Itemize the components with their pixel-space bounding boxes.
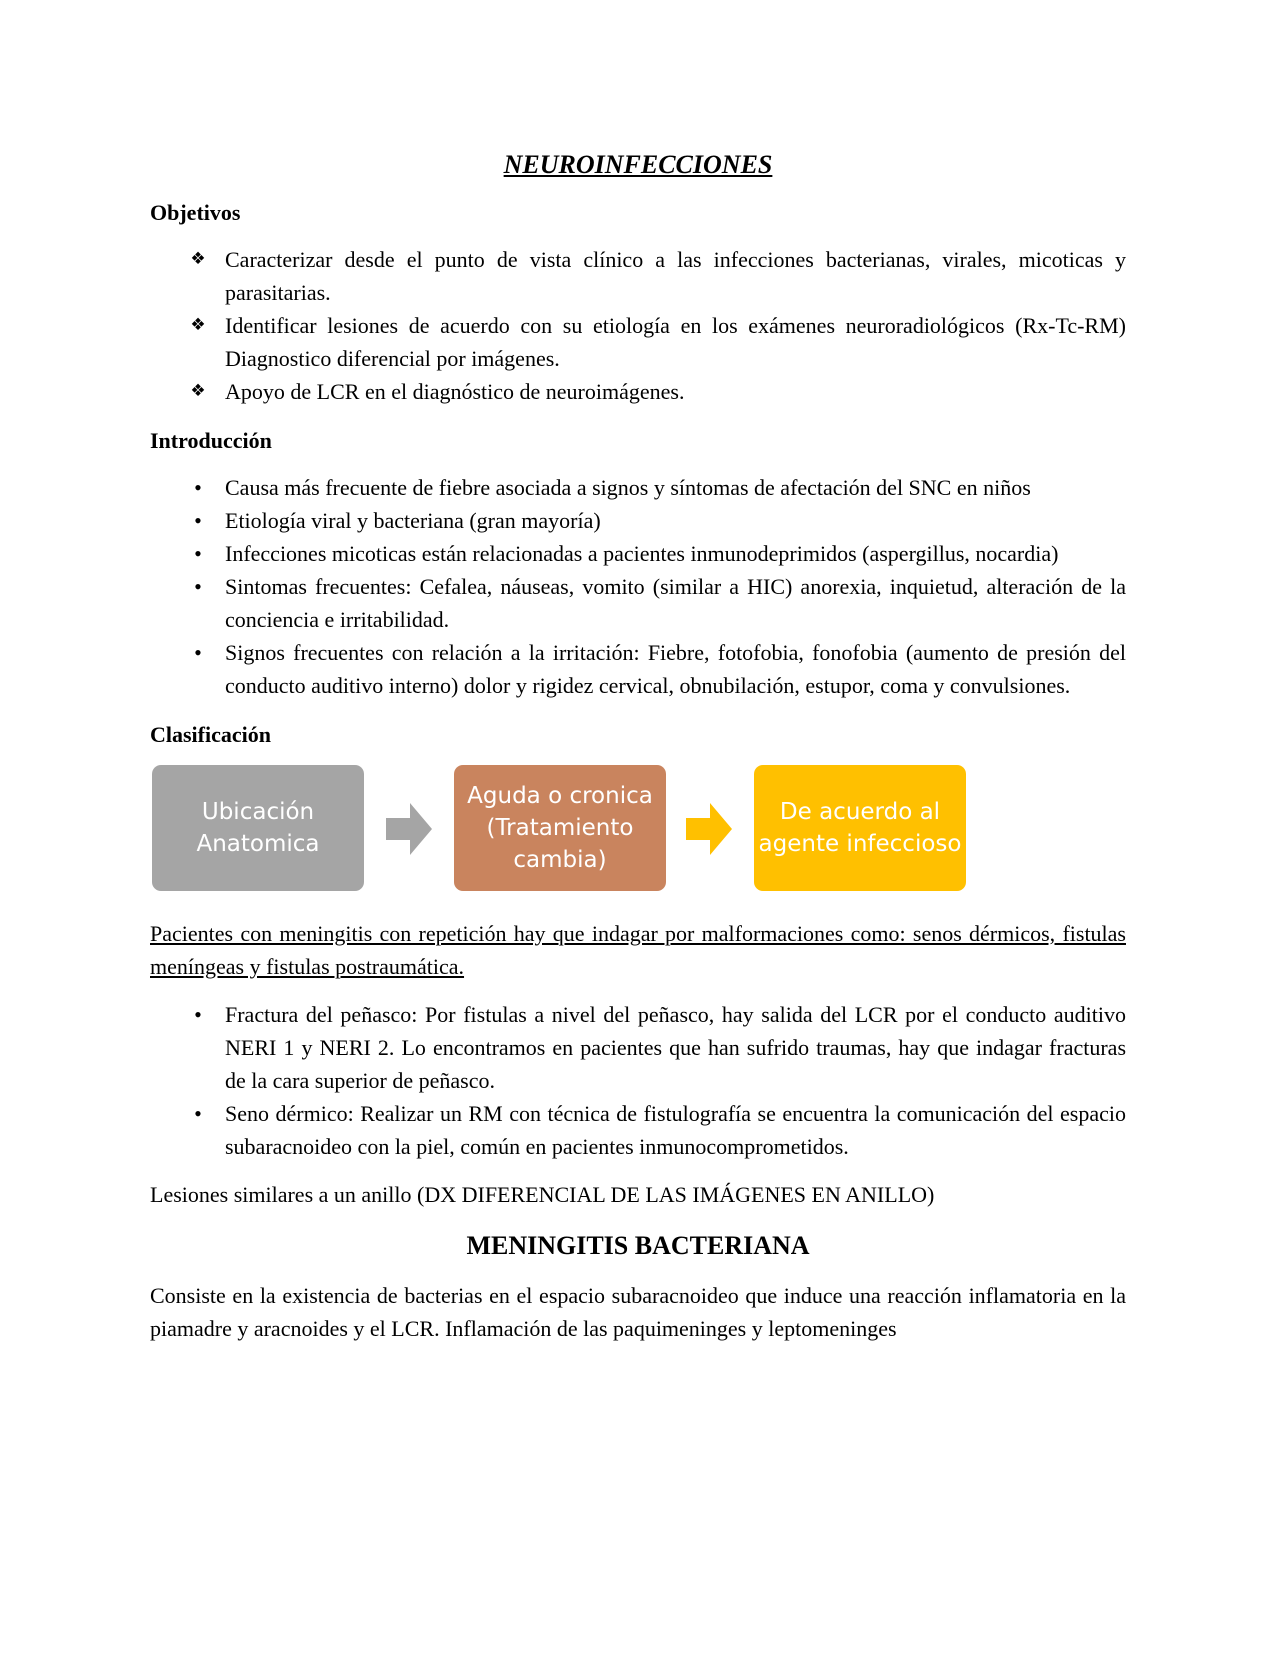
introduccion-list [150,471,1126,702]
document-content [150,150,1126,1345]
diamond-bullet-icon: ❖ [190,381,206,401]
list-item: • Seno dérmico: Realizar un RM con técnica de fistulografía se encuentra la comunicación del espacio subaracnoideo con la piel, común en pacientes inmunocomprometidos. [150,1097,1126,1163]
box-agente-infeccioso: De acuerdo al agente infeccioso [754,765,966,891]
bullet-icon: • [194,475,202,500]
list-item: • Fractura del peñasco: Por fistulas a nivel del peñasco, hay salida del LCR por el conducto auditivo NERI 1 y NERI 2. Lo encontramos en pacientes que han sufrido traumas, hay que indagar fracturas de la cara superior de peñasco. [150,998,1126,1097]
list-item: • Sintomas frecuentes: Cefalea, náuseas, vomito (similar a HIC) anorexia, inquietud, alteración de la conciencia e irritabilidad. [150,570,1126,636]
meningitis-note: Pacientes con meningitis con repetición hay que indagar por malformaciones como: senos dérmicos, fistulas meníngeas y fistulas postraumática. [150,921,1126,979]
right-arrow-icon [386,803,432,855]
list-item: • Causa más frecuente de fiebre asociada a signos y síntomas de afectación del SNC en niños [150,471,1126,504]
list-item: ❖ Caracterizar desde el punto de vista clínico a las infecciones bacterianas, virales, micoticas y parasitarias. [150,243,1126,309]
document-title: NEUROINFECCIONES [503,150,773,179]
section-title-meningitis: MENINGITIS BACTERIANA [466,1231,810,1260]
malformaciones-list [150,998,1126,1163]
box-ubicacion-anatomica: Ubicación Anatomica [152,765,364,891]
box-aguda-cronica: Aguda o cronica (Tratamiento cambia) [454,765,666,891]
bullet-icon: • [194,1101,202,1126]
heading-introduccion: Introducción [150,428,272,453]
list-item: ❖ Apoyo de LCR en el diagnóstico de neuroimágenes. [150,375,1126,408]
diamond-bullet-icon: ❖ [190,249,206,269]
diamond-bullet-icon: ❖ [190,315,206,335]
bullet-icon: • [194,1002,202,1027]
bullet-icon: • [194,640,202,665]
bullet-icon: • [194,574,202,599]
list-item: • Signos frecuentes con relación a la irritación: Fiebre, fotofobia, fonofobia (aumento de presión del conducto auditivo interno) dolor y rigidez cervical, obnubilación, estupor, coma y convulsiones. [150,636,1126,702]
clasificacion-diagram [150,765,1126,895]
bullet-icon: • [194,508,202,533]
list-item: • Etiología viral y bacteriana (gran mayoría) [150,504,1126,537]
heading-clasificacion: Clasificación [150,722,271,747]
heading-objetivos: Objetivos [150,200,241,225]
lesiones-line: Lesiones similares a un anillo (DX DIFERENCIAL DE LAS IMÁGENES EN ANILLO) [150,1182,935,1207]
bullet-icon: • [194,541,202,566]
right-arrow-icon [686,803,732,855]
list-item: ❖ Identificar lesiones de acuerdo con su etiología en los exámenes neuroradiológicos (Rx-Tc-RM) Diagnostico diferencial por imágenes. [150,309,1126,375]
meningitis-paragraph: Consiste en la existencia de bacterias en el espacio subaracnoideo que induce una reacción inflamatoria en la piamadre y aracnoides y el LCR. Inflamación de las paquimeninges y leptomeninges [150,1283,1126,1341]
list-item: • Infecciones micoticas están relacionadas a pacientes inmunodeprimidos (aspergillus, nocardia) [150,537,1126,570]
objetivos-list [150,243,1126,408]
